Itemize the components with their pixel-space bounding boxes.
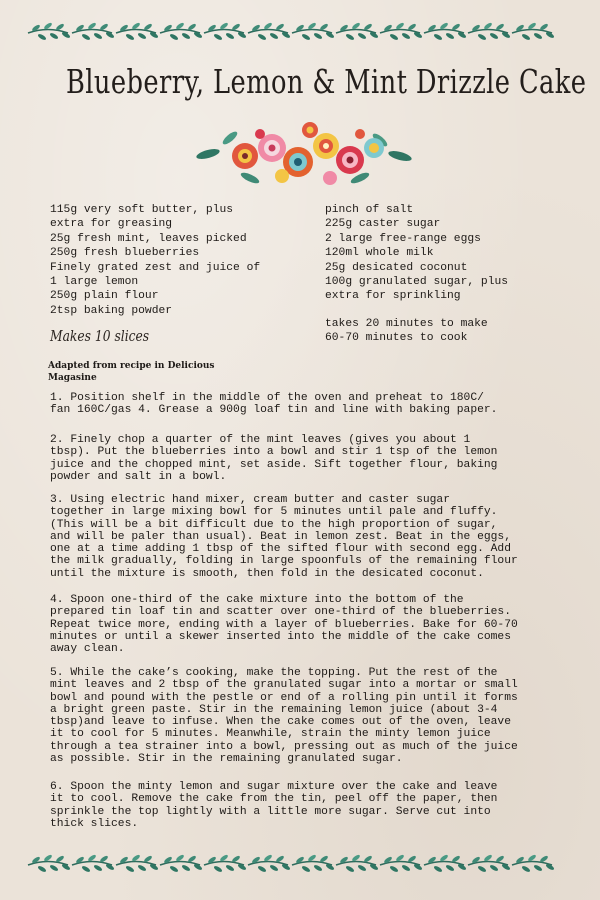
ingredient-line: 225g caster sugar: [325, 218, 441, 231]
ingredient-line: 250g plain flour: [50, 290, 159, 303]
ingredient-line: 25g fresh mint, leaves picked: [50, 232, 247, 245]
ingredient-line: 2 large free-range eggs: [325, 232, 481, 245]
ingredients-left: [50, 203, 310, 318]
source-credit: [48, 360, 268, 384]
ingredient-line: 2tsp baking powder: [50, 304, 173, 317]
ingredient-line: pinch of salt: [325, 204, 414, 216]
ingredient-line: 115g very soft butter, plus: [50, 204, 234, 216]
method-step-6: 6. Spoon the minty lemon and sugar mixture over the cake and leave it to cool. Remove the cake from the tin, peel off the paper, then sprinkle the top lightly with a little more sugar. Serve cut into thick slices.: [50, 781, 498, 830]
method-step-5: 5. While the cake’s cooking, make the topping. Put the rest of the mint leaves and 2 tbsp of the granulated sugar into a mortar or small bowl and pound with the pestle or end of a rolling pin until it forms a bright green paste. Stir in the remaining lemon juice (about 3-4 tbsp)and leave to infuse. When the cake comes out of the oven, leave it to cool for 5 minutes. Meanwhile, strain the minty lemon juice through a tea strainer into a bowl, pressing out as much of the juice as possible. Stir in the remaining granulated sugar.: [50, 667, 518, 766]
cook-time: 60-70 minutes to cook: [325, 332, 468, 345]
source-credit-line: Adapted from recipe in Delicious: [48, 361, 215, 371]
ingredient-line: 100g granulated sugar, plus: [325, 276, 509, 289]
ingredient-line: Finely grated zest and juice of: [50, 261, 261, 274]
source-credit-line: Magasine: [48, 373, 97, 383]
page-title: Blueberry, Lemon & Mint Drizzle Cake: [66, 62, 587, 101]
leaf-vine-border-bottom: [0, 850, 600, 880]
ingredient-line: extra for greasing: [50, 218, 173, 231]
cooking-times: [325, 317, 488, 346]
ingredient-line: 25g desicated coconut: [325, 261, 468, 274]
flower-bouquet-icon: [190, 118, 420, 193]
servings-note: Makes 10 slices: [50, 327, 150, 345]
ingredient-line: 250g fresh blueberries: [50, 247, 200, 260]
prep-time: takes 20 minutes to make: [325, 318, 488, 330]
ingredient-line: 1 large lemon: [50, 276, 139, 289]
method-step-1: 1. Position shelf in the middle of the oven and preheat to 180C/ fan 160C/gas 4. Grease a 900g loaf tin and line with baking paper.: [50, 392, 498, 417]
leaf-vine-border-top: [0, 18, 600, 48]
method-step-4: 4. Spoon one-third of the cake mixture into the bottom of the prepared tin loaf tin and scatter over one-third of the blueberries. Repeat twice more, ending with a layer of blueberries. Bake for 60-70 minutes or until a skewer inserted into the middle of the cake comes away clean.: [50, 594, 518, 656]
ingredient-line: 120ml whole milk: [325, 247, 434, 260]
ingredients-right: [325, 203, 565, 304]
method-step-3: 3. Using electric hand mixer, cream butter and caster sugar together in large mixing bowl for 5 minutes until pale and fluffy. (This will be a bit difficult due to the high proportion of sugar, and will be paler than usual). Beat in lemon zest. Beat in the eggs, one at a time adding 1 tbsp of the sifted flour with second egg. Add the milk gradually, folding in large spoonfuls of the remaining flour until the mixture is smooth, then fold in the desicated coconut.: [50, 494, 518, 580]
method-step-2: 2. Finely chop a quarter of the mint leaves (gives you about 1 tbsp). Put the blueberries into a bowl and stir 1 tsp of the lemon juice and the chopped mint, set aside. Sift together flour, baking powder and salt in a bowl.: [50, 434, 498, 483]
ingredient-line: extra for sprinkling: [325, 290, 461, 303]
